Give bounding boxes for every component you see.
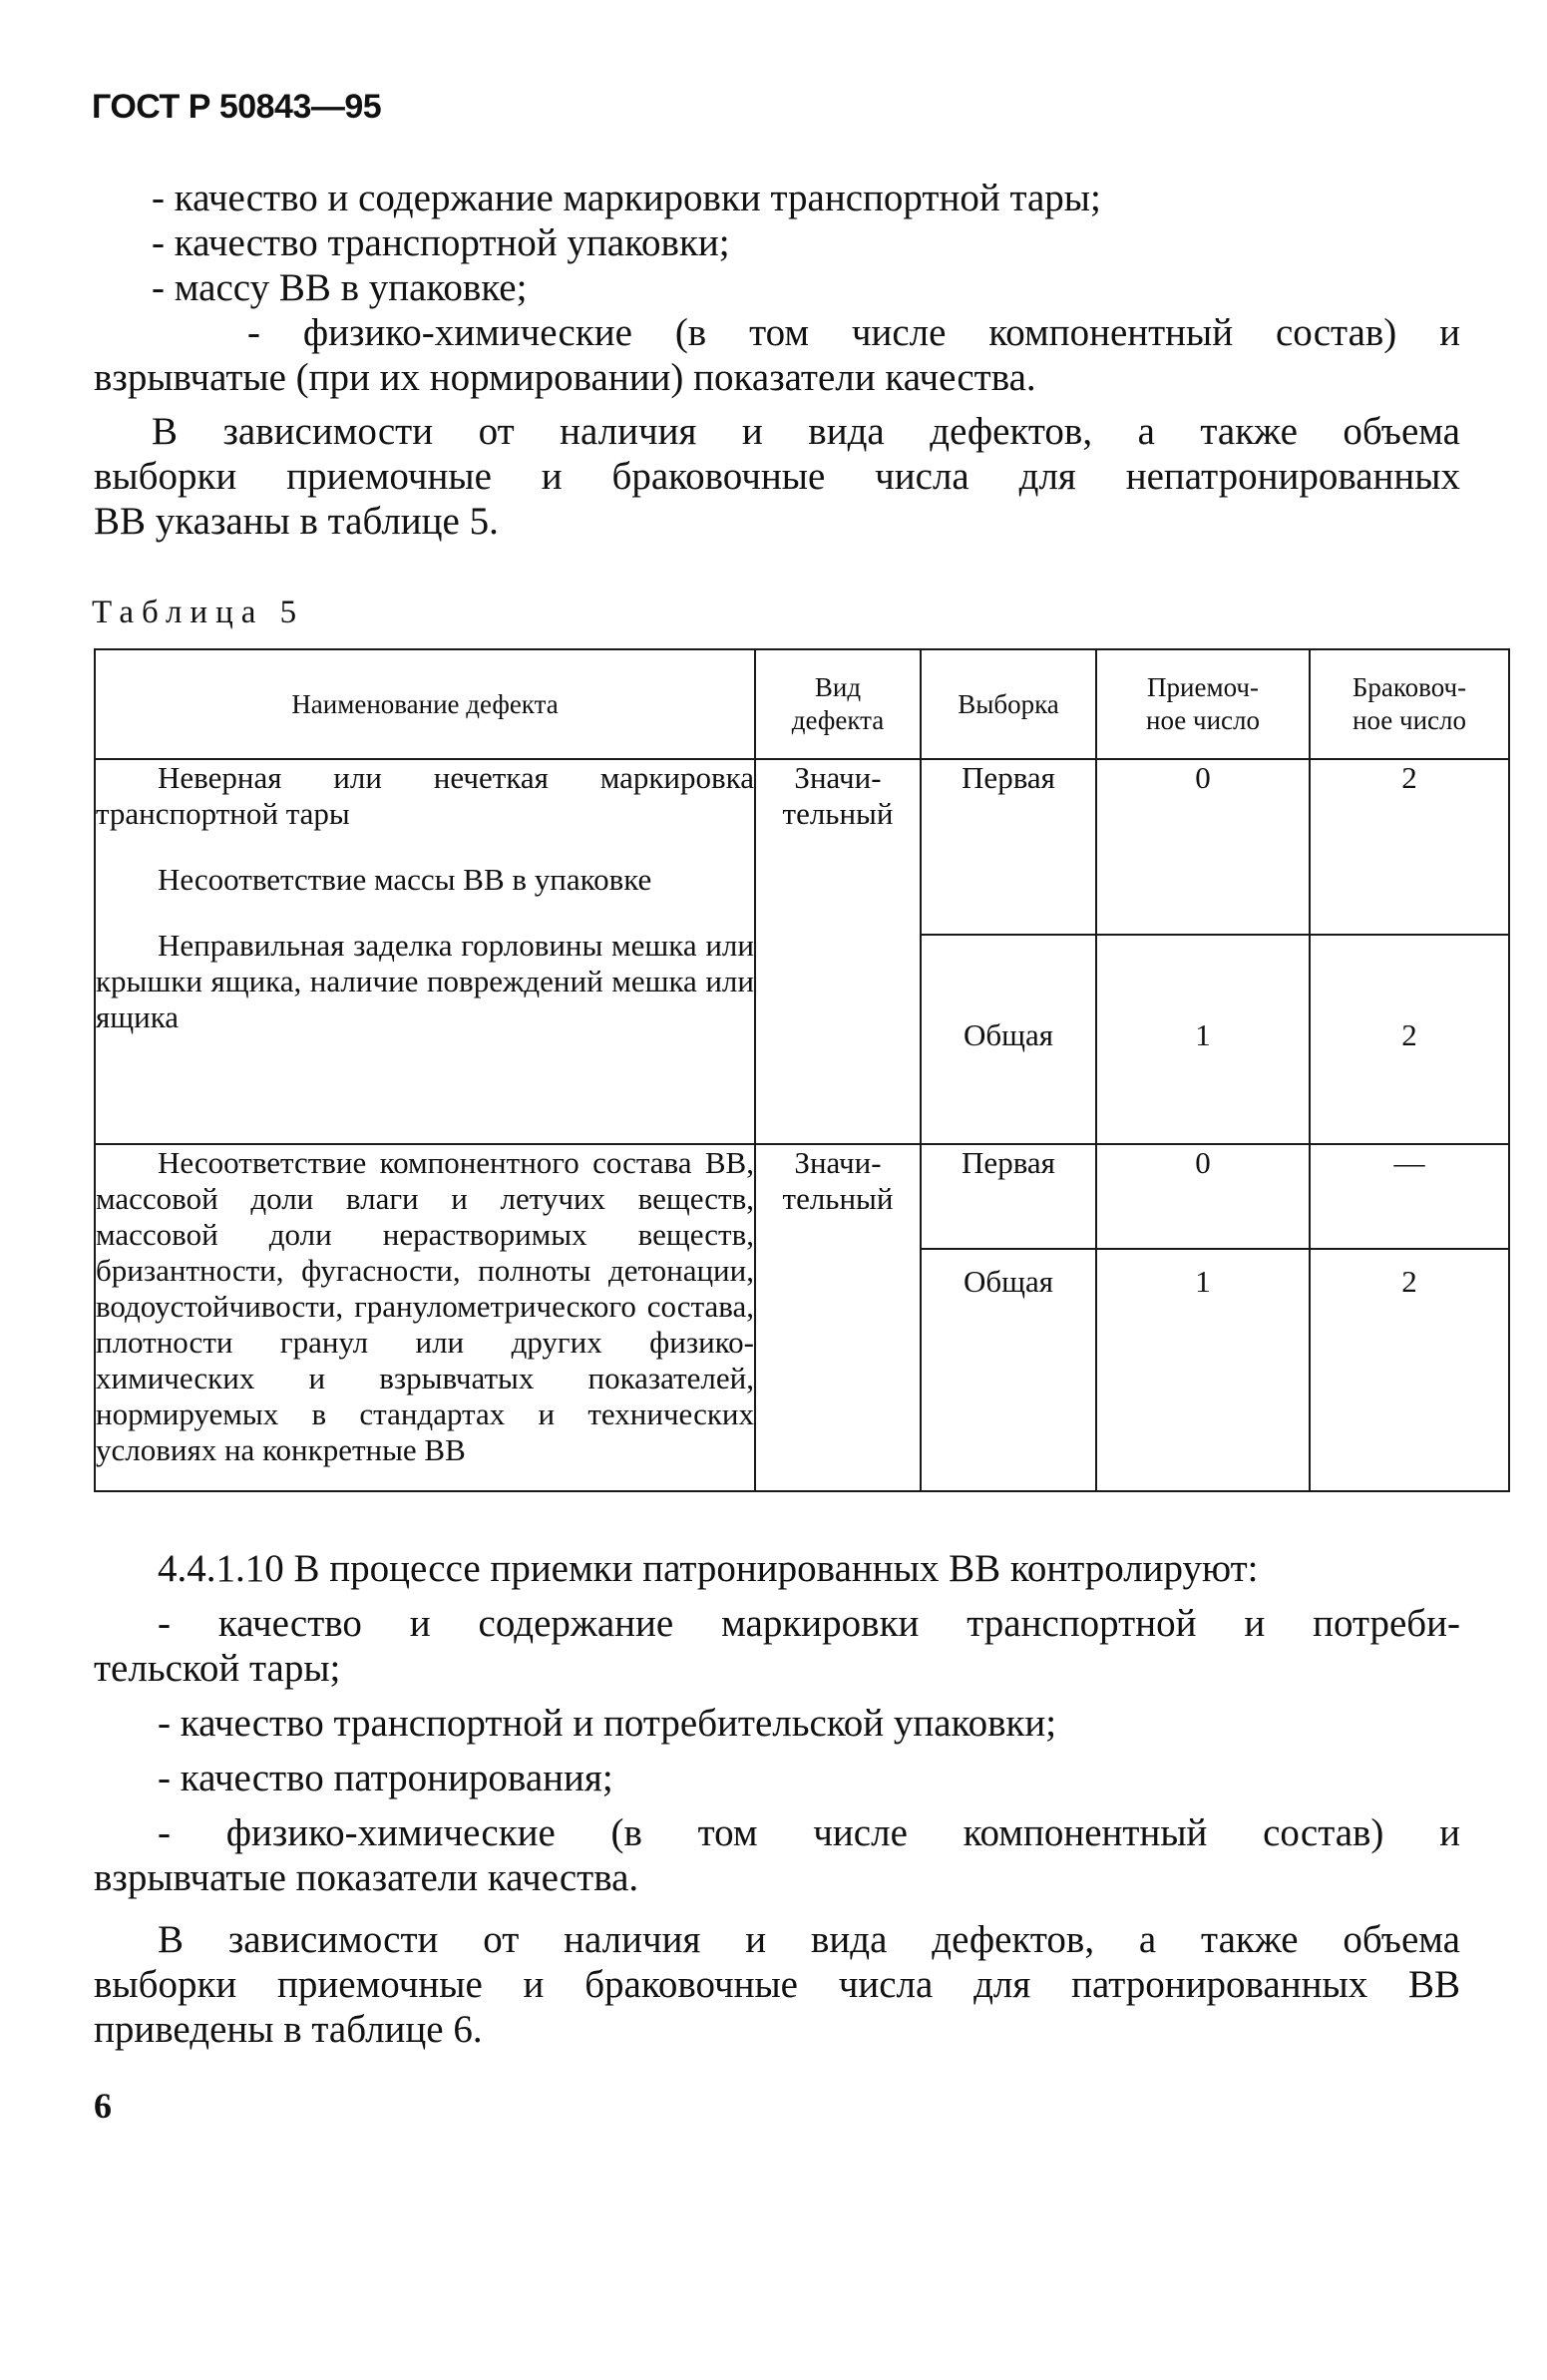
list-item-continuation: взрывчатые показатели качества. (94, 1856, 639, 1899)
paragraph-line: выборки приемочные и браковочные числа для непатронированных (94, 455, 1460, 498)
list-item: - физико-химические (в том числе компонентный состав) и (158, 1811, 1460, 1854)
accept-cell: 0 (1096, 1144, 1310, 1249)
defect-text: Несоответствие компонентного состава ВВ, массовой доли влаги и летучих веществ, массовой доли нерастворимых веществ, бризантности, фугасности, полноты детонации, водоустойчивости, гранулометрического состава, плотности гранул или других физико-химических и взрывчатых показателей, нормируемых в стандартах и технических условиях на конкретные ВВ (96, 1145, 754, 1467)
paragraph-line: В зависимости от наличия и вида дефектов, а также объема (152, 410, 1460, 453)
header-defect-kind: Вид дефекта (755, 649, 921, 759)
list-item-continuation: тельской тары; (94, 1647, 341, 1690)
list-item: - качество и содержание маркировки транспортной тары; (152, 177, 1101, 219)
defect-kind-cell: Значи- тельный (755, 1144, 921, 1491)
defect-cell-group-2 (95, 1144, 755, 1491)
header-defect-name: Наименование дефекта (95, 649, 755, 759)
defect-text: Неправильная заделка горловины мешка или крышки ящика, наличие повреждений мешка или ящика (96, 928, 754, 1034)
table-caption: Таблица 5 (92, 595, 305, 630)
paragraph-line: выборки приемочные и браковочные числа для патронированных ВВ (94, 1963, 1460, 2006)
list-item: - массу ВВ в упаковке; (152, 266, 528, 309)
defect-cell-group-1 (95, 759, 755, 1144)
table-row (95, 1144, 1509, 1249)
page-number: 6 (94, 2086, 112, 2126)
accept-cell: 1 (1096, 935, 1310, 1144)
list-item-continuation: взрывчатые (при их нормировании) показатели качества. (94, 356, 1036, 399)
defect-text: Неверная или нечеткая маркировка транспортной тары (96, 760, 754, 831)
list-item: - качество транспортной и потребительской упаковки; (158, 1702, 1057, 1745)
standard-header: ГОСТ Р 50843—95 (92, 88, 382, 126)
table-header-row (95, 649, 1509, 759)
defect-kind-cell: Значи- тельный (755, 759, 921, 1144)
intro-paragraph (94, 409, 1460, 544)
reject-cell: 2 (1310, 759, 1509, 935)
defect-text: Несоответствие массы ВВ в упаковке (158, 862, 652, 897)
sample-cell: Общая (921, 935, 1096, 1144)
list-item: - физико-химические (в том числе компонентный состав) и (247, 311, 1460, 354)
section-list (94, 1546, 1460, 1900)
list-item: - качество патронирования; (158, 1757, 613, 1799)
accept-cell: 1 (1096, 1249, 1310, 1491)
section-paragraph (94, 1917, 1460, 2052)
sample-cell: Общая (921, 1249, 1096, 1491)
header-acceptance-number: Приемоч- ное число (1096, 649, 1310, 759)
list-item: - качество транспортной упаковки; (152, 221, 730, 264)
reject-cell: 2 (1310, 935, 1509, 1144)
list-item: - качество и содержание маркировки транспортной и потреби- (158, 1602, 1460, 1645)
sample-cell: Первая (921, 1144, 1096, 1249)
paragraph-line: ВВ указаны в таблице 5. (94, 500, 499, 543)
header-rejection-number: Браковоч- ное число (1310, 649, 1509, 759)
section-heading: 4.4.1.10 В процессе приемки патронированных ВВ контролируют: (158, 1547, 1259, 1590)
intro-list (94, 176, 1460, 400)
reject-cell: — (1310, 1144, 1509, 1249)
table-5 (94, 648, 1510, 1492)
paragraph-line: приведены в таблице 6. (94, 2008, 483, 2051)
accept-cell: 0 (1096, 759, 1310, 935)
header-sample: Выборка (921, 649, 1096, 759)
reject-cell: 2 (1310, 1249, 1509, 1491)
paragraph-line: В зависимости от наличия и вида дефектов, а также объема (158, 1918, 1460, 1961)
table-row (95, 759, 1509, 935)
sample-cell: Первая (921, 759, 1096, 935)
